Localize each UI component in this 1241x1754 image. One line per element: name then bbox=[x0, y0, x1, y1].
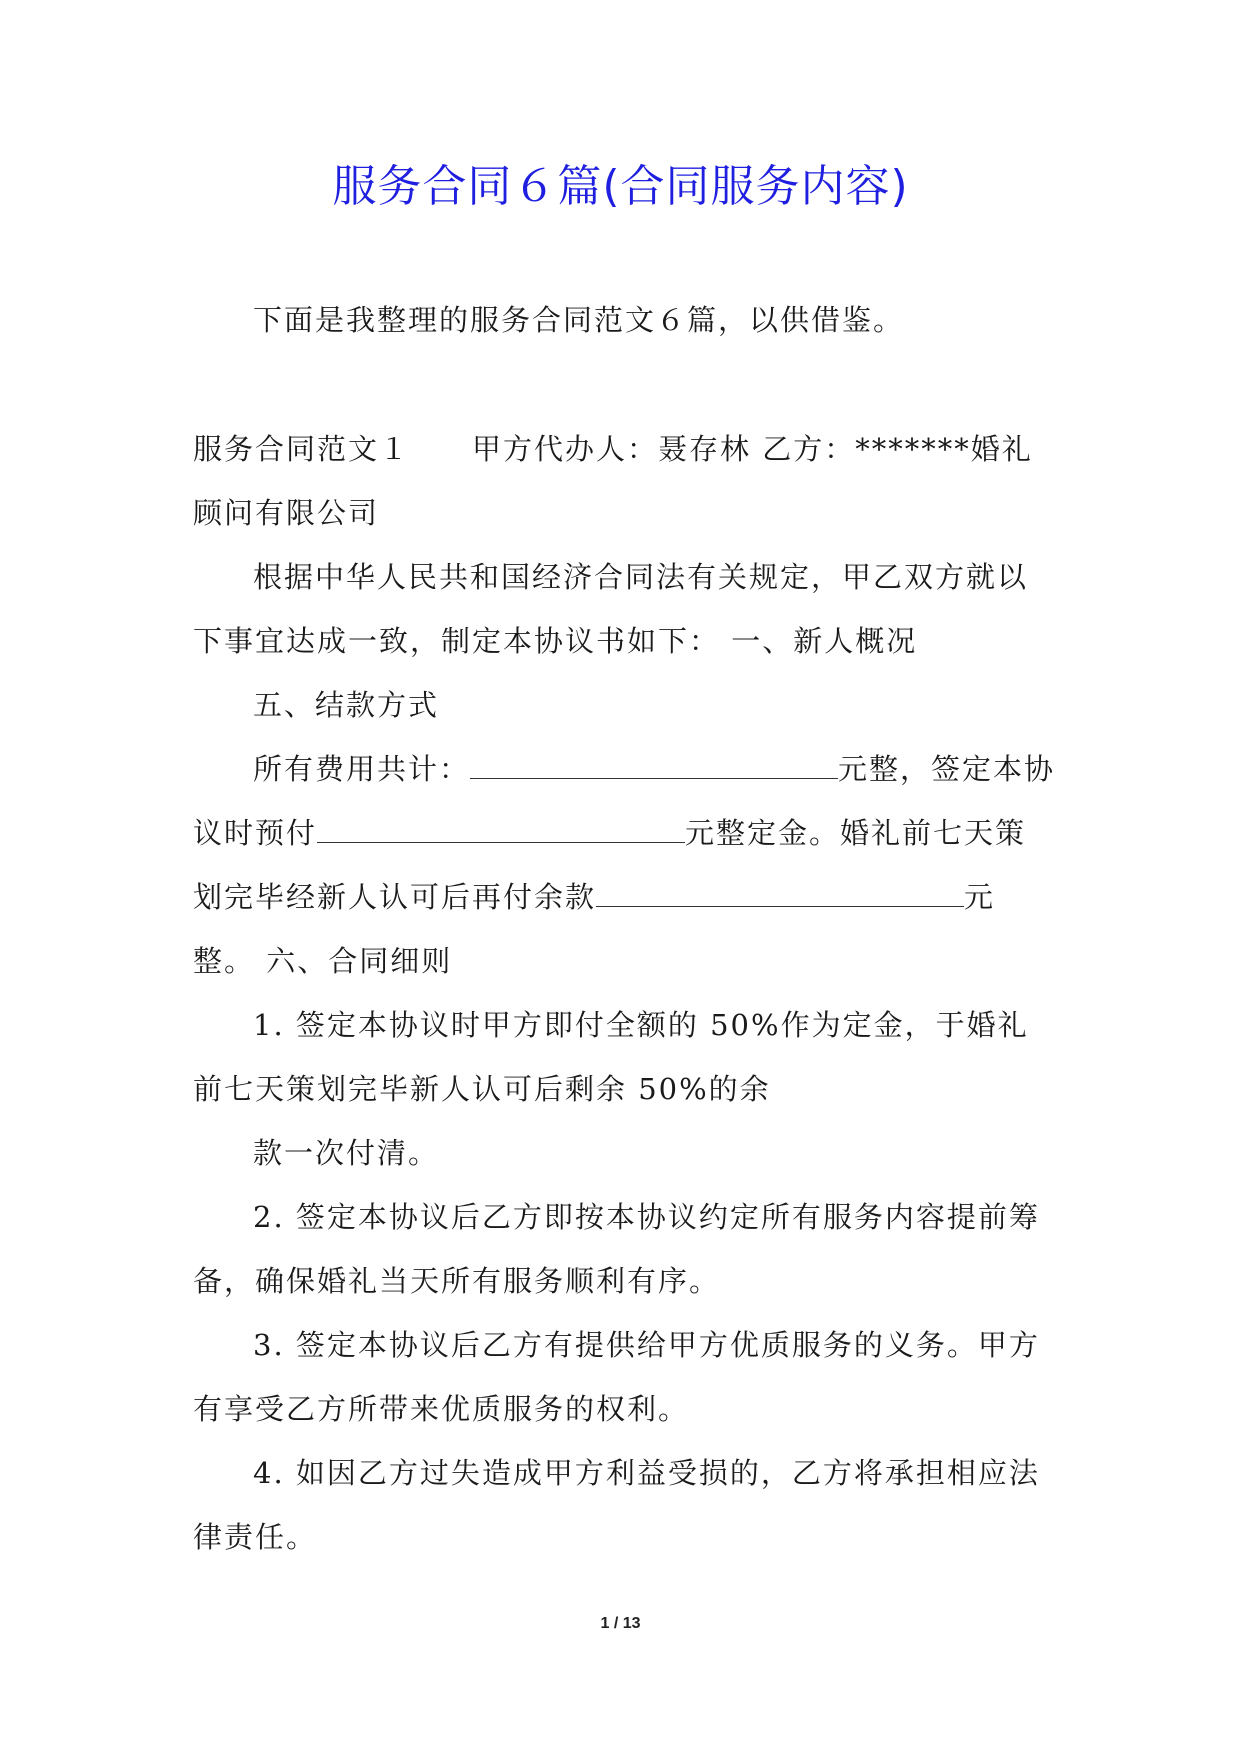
clause-3: 3. 签定本协议后乙方有提供给甲方优质服务的义务。甲方有享受乙方所带来优质服务的权利。 bbox=[193, 1328, 1040, 1426]
deposit-amount-blank bbox=[317, 814, 685, 843]
payment-text-deposit: 元整，签定本协议时预付 bbox=[193, 752, 1056, 850]
clause-1-continued: 款一次付清。 bbox=[253, 1136, 440, 1170]
payment-text-end: 元整。 六、合同细则 bbox=[193, 880, 996, 978]
clause-1: 1. 签定本协议时甲方即付全额的 50%作为定金，于婚礼前七天策划完毕新人认可后剩余 50%的余 bbox=[193, 1008, 1029, 1106]
contract-sample-heading: 服务合同范文１ 甲方代办人：聂存林 乙方：*******婚礼顾问有限公司 bbox=[193, 432, 1033, 530]
clause-4: 4. 如因乙方过失造成甲方利益受损的，乙方将承担相应法律责任。 bbox=[193, 1456, 1040, 1554]
payment-text-total: 所有费用共计： bbox=[253, 752, 471, 786]
page-title: 服务合同６篇(合同服务内容) bbox=[332, 161, 909, 212]
payment-paragraph bbox=[193, 737, 1056, 993]
clause-2: 2. 签定本协议后乙方即按本协议约定所有服务内容提前筹备，确保婚礼当天所有服务顺利有序。 bbox=[193, 1200, 1040, 1298]
intro-paragraph: 下面是我整理的服务合同范文６篇，以供借鉴。 bbox=[253, 303, 905, 337]
total-amount-blank bbox=[470, 750, 838, 779]
page-number: 1 / 13 bbox=[600, 1615, 641, 1632]
payment-method-heading: 五、结款方式 bbox=[253, 688, 440, 722]
document-body bbox=[193, 288, 1056, 1569]
agreement-paragraph: 根据中华人民共和国经济合同法有关规定，甲乙双方就以下事宜达成一致，制定本协议书如下： 一、新人概况 bbox=[193, 560, 1029, 658]
payment-text-balance: 元整定金。婚礼前七天策划完毕经新人认可后再付余款 bbox=[193, 816, 1027, 914]
balance-amount-blank bbox=[596, 878, 964, 907]
